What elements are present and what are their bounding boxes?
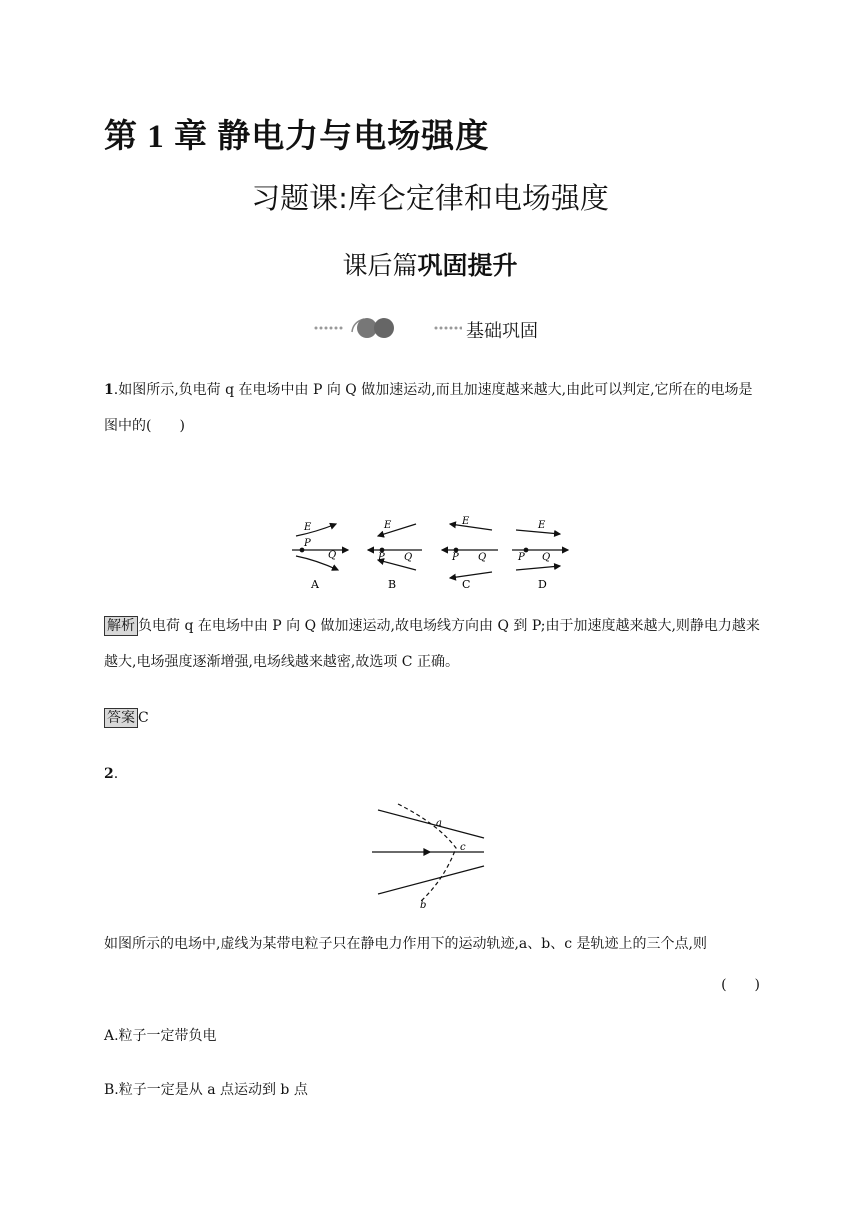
figure-option-d	[512, 530, 568, 570]
section-prefix: 课后篇	[342, 251, 418, 280]
fig-c-q-label: Q	[478, 552, 487, 563]
chapter-title: 第 1 章 静电力与电场强度	[104, 119, 490, 155]
dots-decoration-icon	[312, 314, 462, 344]
section-title	[0, 246, 860, 282]
figure-option-b	[368, 524, 422, 570]
fig-b-letter: B	[388, 578, 397, 591]
fig-a-letter: A	[311, 578, 319, 591]
q1-figure	[286, 512, 576, 594]
sub-heading	[312, 314, 572, 344]
lesson-title: 习题课:库仑定律和电场强度	[251, 181, 609, 215]
fig-c-letter: C	[462, 578, 471, 591]
fig-d-p-label: P	[518, 552, 525, 563]
fig-a-p-label: P	[304, 538, 311, 549]
q1-number: 1	[104, 382, 114, 398]
fig-c-e-label: E	[462, 516, 470, 527]
q1-stem	[104, 372, 764, 444]
q2-figure	[370, 800, 492, 910]
fig-d-e-label: E	[538, 520, 546, 531]
q2-stem: 如图所示的电场中,虚线为某带电粒子只在静电力作用下的运动轨迹,a、b、c 是轨迹上的三个点,则	[104, 936, 707, 952]
sub-heading-label: 基础巩固	[466, 321, 538, 342]
q1-answer	[104, 700, 764, 736]
q2-number: 2	[104, 766, 114, 782]
fig-b-e-label: E	[384, 520, 392, 531]
q2-bracket: ( )	[721, 977, 760, 993]
figure-option-a	[292, 524, 348, 570]
fig-d-q-label: Q	[542, 552, 551, 563]
section-bold: 巩固提升	[417, 251, 518, 280]
q2-option-a: A.粒子一定带负电	[104, 1028, 217, 1044]
fig-d-letter: D	[538, 578, 547, 591]
point-b-label: b	[420, 900, 427, 910]
fig-c-p-label: P	[452, 552, 459, 563]
fig-b-p-label: P	[378, 552, 385, 563]
q2-heading	[104, 756, 764, 792]
answer-text: C	[138, 710, 149, 726]
field-lines	[372, 810, 484, 894]
point-a-label: a	[436, 818, 442, 829]
point-c-label: c	[460, 842, 466, 853]
analysis-text: 负电荷 q 在电场中由 P 向 Q 做加速运动,故电场线方向由 Q 到 P;由于加速度越来越大,则静电力越来越大,电场强度逐渐增强,电场线越来越密,故选项 C 正确。	[104, 618, 760, 670]
q2-suffix: .	[113, 766, 119, 782]
fig-a-e-label: E	[304, 522, 312, 533]
fig-b-q-label: Q	[404, 552, 413, 563]
analysis-tag: 解析	[104, 616, 138, 636]
q1-text: .如图所示,负电荷 q 在电场中由 P 向 Q 做加速运动,而且加速度越来越大,由此可以判定,它所在的电场是图中的( )	[104, 382, 753, 434]
figure-option-c	[442, 524, 498, 578]
q2-option-b: B.粒子一定是从 a 点运动到 b 点	[104, 1082, 308, 1098]
fig-a-q-label: Q	[328, 550, 337, 561]
answer-tag: 答案	[104, 708, 138, 728]
q1-analysis	[104, 608, 764, 680]
